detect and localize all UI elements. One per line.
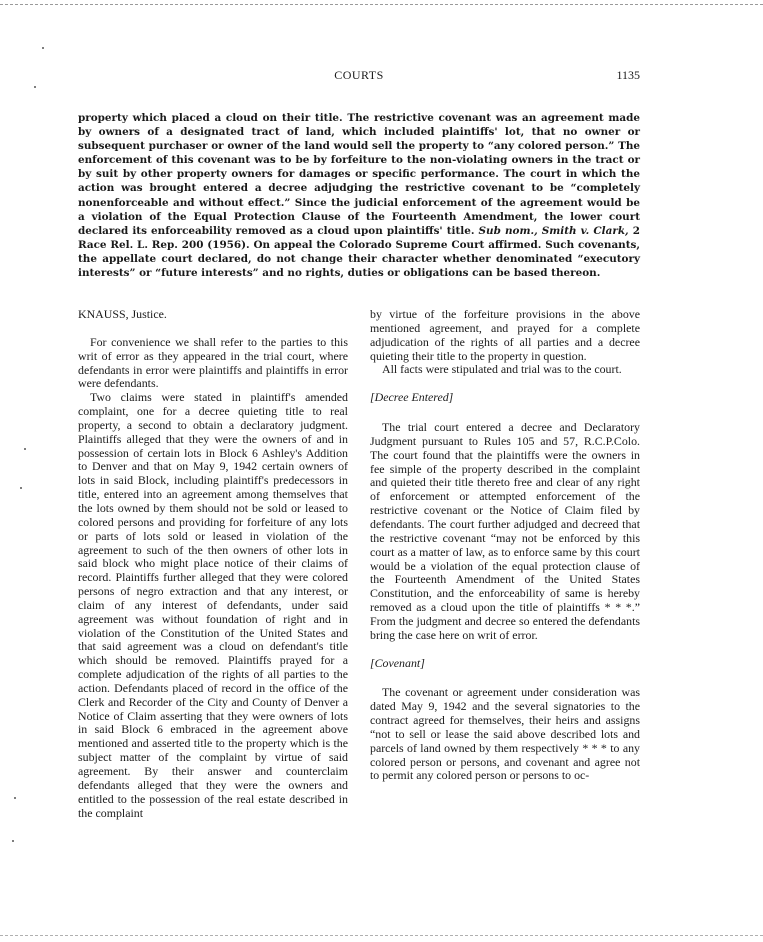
scan-speck [34, 86, 36, 88]
left-column [78, 308, 348, 820]
scan-speck [14, 797, 16, 799]
paragraph: For convenience we shall refer to the parties to this writ of error as they appeared in the trial court, where defendants in error were plaintiffs and plaintiffs in error were defendants. [78, 334, 348, 391]
page-number: 1135 [616, 68, 640, 82]
headnote-summary [78, 111, 640, 280]
scan-speck [42, 47, 44, 49]
paragraph: All facts were stipulated and trial was to the court. [382, 362, 622, 377]
paragraph: by virtue of the forfeiture provisions in the above mentioned agreement, and prayed for a complete adjudication of the rights of all parties and a decree quieting their title to the property in question. [370, 307, 640, 363]
section-heading-covenant: [Covenant] [370, 655, 425, 670]
running-head-title: COURTS [334, 68, 384, 82]
page-bottom-edge [0, 935, 763, 936]
right-column [370, 308, 640, 783]
scan-speck [24, 448, 26, 450]
headnote-text-1: property which placed a cloud on their title. The restrictive covenant was an agreement made by owners of a designated tract of land, which included plaintiffs' lot, that no owner or subsequent purchaser or owner of the land would sell the property to “any colored person.” The enforcement of this covenant was to be by forfeiture to the non-violating owners in the tract or by suit by other property owners for damages or specific performance. The court in which the action was brought entered a decree adjudging the restrictive covenant to be “completely nonenforceable and without effect.” Since the judicial enforcement of the agreement would be a violation of the Equal Protection Clause of the Fourteenth Amendment, the lower court declared its enforceability removed as a cloud upon plaintiffs' title. [78, 112, 640, 237]
section-heading-decree: [Decree Entered] [370, 390, 454, 405]
opinion-author: KNAUSS, Justice. [78, 307, 167, 321]
page-top-edge [0, 4, 763, 5]
scan-speck [20, 487, 22, 489]
paragraph: The trial court entered a decree and Declaratory Judgment pursuant to Rules 105 and 57, R.C.P.Colo. The court found that the plaintiffs were the owners in fee simple of the property described in the complaint and quieted their title thereto free and clear of any right of enforcement or attempted enforcement of the restrictive covenant or the Notice of Claim filed by defendants. The court further adjudged and decreed that the restrictive covenant “may not be enforced by this court as a matter of law, as to enforce same by this court would be a violation of the equal protection clause of the Fourteenth Amendment of the United States Constitution, and the enforceability of same is hereby removed as a cloud upon the title of plaintiffs * * *.” From the judgment and decree so entered the defendants bring the case here on writ of error. [370, 420, 640, 642]
headnote-case-name: Sub nom., Smith v. Clark, [478, 224, 629, 237]
scan-speck [12, 840, 14, 842]
running-head [78, 68, 640, 84]
headnote-text-2: 2 Race Rel. L. Rep. 200 (1956). On appeal the Colorado Supreme Court affirmed. Such covenants, the appellate court declared, do not change their character whether denominated “executory interests” or “future interests” and no rights, duties or obligations can be based thereon. [78, 224, 640, 280]
paragraph: The covenant or agreement under consideration was dated May 9, 1942 and the several signatories to the contract agreed for themselves, their heirs and assigns “not to sell or lease the said above described lots and parcels of land owned by them respectively * * * to any colored person or persons, and covenant and agree not to permit any colored person or persons to oc- [370, 685, 640, 783]
paragraph: Two claims were stated in plaintiff's amended complaint, one for a decree quieting title to real property, a second to obtain a declaratory judgment. Plaintiffs alleged that they were the owners of and in possession of certain lots in Block 6 Ashley's Addition to Denver and that on May 9, 1942 certain owners of lots in said Block, including plaintiff's predecessors in title, entered into an agreement among themselves that the lots owned by them should not be sold or leased to colored persons and providing for forfeiture of any lots or parts of lots sold or leased in violation of the agreement to such of the then owners of other lots in said block who might place notice of their claims of record. Plaintiffs further alleged that they were colored persons of negro extraction and that any interest, or claim of any interest of defendants, under said agreement was without foundation of right and in violation of the Constitution of the United States and that said agreement was a cloud on defendant's title which should be removed. Plaintiffs prayed for a complete adjudication of the rights of all parties to the action. Defendants placed of record in the office of the Clerk and Recorder of the City and County of Denver a Notice of Claim asserting that they were owners of lots in said Block 6 embraced in the agreement above mentioned and asserted title to the property which is the subject matter of the complaint by virtue of said agreement. By their answer and counterclaim defendants alleged that they were the owners and entitled to the possession of the real estate described in the complaint [78, 390, 348, 820]
